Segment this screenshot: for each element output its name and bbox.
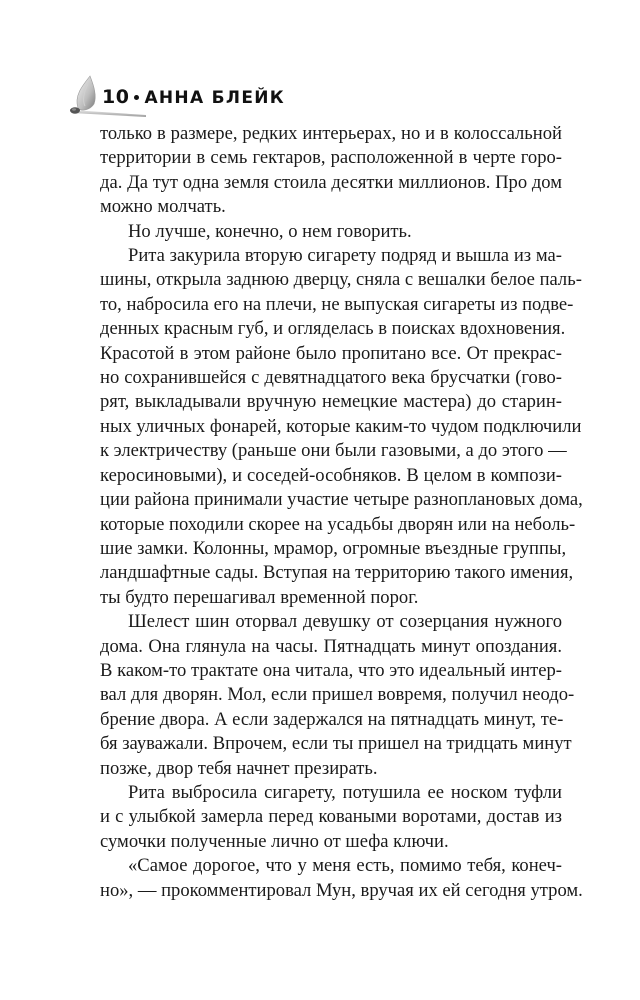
running-header: [64, 74, 364, 114]
paragraph: [100, 244, 583, 610]
text-line: то, набросила его на плечи, не выпуская сигареты из подве-: [100, 293, 574, 315]
paragraph: [100, 122, 562, 220]
text-line: Красотой в этом районе было пропитано все. От прекрас-: [100, 342, 562, 364]
paragraph: [100, 610, 575, 781]
text-line: денных красным губ, и огляделась в поисках вдохновения.: [100, 318, 566, 340]
text-line: Но лучше, конечно, о нем говорить.: [128, 220, 412, 242]
body-text: [100, 122, 583, 903]
text-line: ции района принимали участие четыре разноплановых дома,: [100, 489, 583, 511]
text-line: Шелест шин оторвал девушку от созерцания нужного: [128, 611, 562, 633]
text-line: ты будто перешагивал временной порог.: [100, 586, 419, 608]
text-line: сумочки полученные лично от шефа ключи.: [100, 830, 449, 852]
text-line: только в размере, редких интерьерах, но и в колоссальной: [100, 123, 562, 144]
text-line: шины, открыла заднюю дверцу, сняла с вешалки белое паль-: [100, 269, 582, 291]
text-line: но», — прокомментировал Мун, вручая их ей сегодня утром.: [100, 879, 583, 901]
text-line: керосиновыми), и соседей-особняков. В целом в компози-: [100, 464, 562, 486]
text-line: да. Да тут одна земля стоила десятки миллионов. Про дом: [100, 171, 562, 193]
text-line: бя зауважали. Впрочем, если ты пришел на тридцать минут: [100, 733, 572, 755]
text-line: вал для дворян. Мол, если пришел вовремя, получил неодо-: [100, 684, 575, 706]
text-line: к электричеству (раньше они были газовыми, а до этого —: [100, 440, 567, 462]
separator-dot: [134, 95, 139, 100]
page-number: 10: [102, 86, 130, 108]
text-line: которые походили скорее на усадьбы дворян или на неболь-: [100, 513, 576, 535]
text-line: шие замки. Колонны, мрамор, огромные въездные группы,: [100, 537, 567, 559]
running-head-text: [102, 86, 285, 108]
author-name: АННА БЛЕЙК: [144, 88, 285, 108]
text-line: дома. Она глянула на часы. Пятнадцать минут опоздания.: [100, 635, 562, 657]
text-line: рят, выкладывали вручную немецкие мастера) до старин-: [100, 391, 562, 413]
paragraph: [100, 781, 562, 854]
text-line: и с улыбкой замерла перед коваными воротами, достав из: [100, 806, 562, 828]
text-line: В каком-то трактате она читала, что это идеальный интер-: [100, 659, 562, 681]
paragraph: [100, 854, 583, 903]
text-line: позже, двор тебя начнет презирать.: [100, 757, 378, 779]
text-line: ландшафтные сады. Вступая на территорию такого имения,: [100, 562, 574, 584]
text-line: «Самое дорогое, что у меня есть, помимо тебя, конеч-: [128, 855, 562, 877]
text-line: ных уличных фонарей, которые каким-то чудом подключили: [100, 415, 582, 437]
paragraph: [100, 220, 562, 244]
text-line: территории в семь гектаров, расположенной в черте горо-: [100, 147, 562, 169]
text-line: но сохранившейся с девятнадцатого века брусчатки (гово-: [100, 367, 562, 389]
text-line: можно молчать.: [100, 196, 226, 218]
text-line: Рита выбросила сигарету, потушила ее носком туфли: [128, 781, 562, 803]
text-line: Рита закурила вторую сигарету подряд и вышла из ма-: [128, 245, 562, 267]
text-line: брение двора. А если задержался на пятнадцать минут, те-: [100, 708, 564, 730]
